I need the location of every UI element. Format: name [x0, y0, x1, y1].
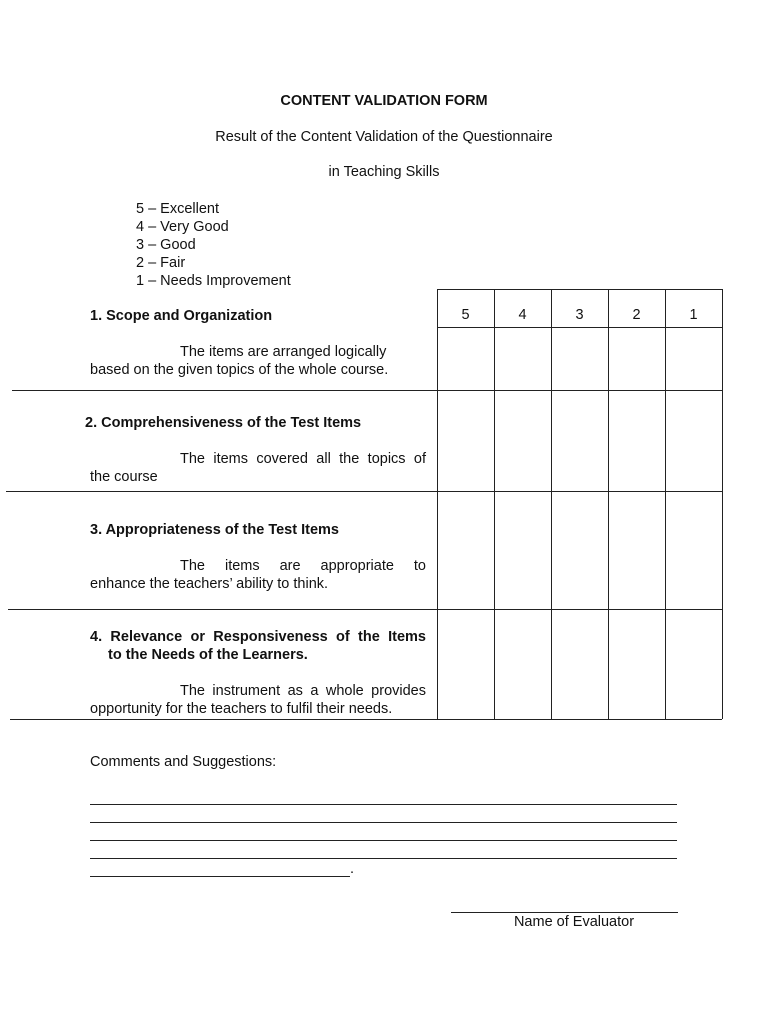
criterion-title-4-cont: to the Needs of the Learners.	[108, 647, 308, 663]
rating-cell-c1-3[interactable]	[552, 328, 608, 390]
criterion-title-3: 3. Appropriateness of the Test Items	[90, 522, 339, 538]
row-divider-4	[10, 719, 722, 720]
signature-line[interactable]	[451, 912, 678, 913]
comment-line-5[interactable]	[90, 876, 350, 877]
form-title: CONTENT VALIDATION FORM	[280, 93, 488, 109]
rating-cell-c1-2[interactable]	[609, 328, 665, 390]
rating-header-3: 3	[575, 307, 584, 323]
criterion-desc-4-rest: opportunity for the teachers to fulfil their needs.	[90, 701, 393, 717]
rating-cell-c2-4[interactable]	[495, 391, 551, 491]
criterion-desc-4	[90, 682, 426, 718]
criterion-desc-1	[90, 343, 426, 379]
scale-item-4: 4 – Very Good	[136, 219, 229, 235]
rating-cell-c1-1[interactable]	[666, 328, 722, 390]
scale-item-5: 5 – Excellent	[136, 201, 220, 217]
rating-cell-c2-3[interactable]	[552, 391, 608, 491]
rating-header-2: 2	[632, 307, 641, 323]
scale-item-1: 1 – Needs Improvement	[136, 273, 291, 289]
criterion-desc-2-rest: the course	[90, 469, 158, 485]
criterion-desc-3-line	[90, 557, 426, 575]
scale-item-2: 2 – Fair	[136, 255, 186, 271]
grid-line-top	[437, 289, 722, 290]
comment-end-mark: .	[350, 861, 355, 877]
scale-item-3: 3 – Good	[136, 237, 196, 253]
comment-line-3[interactable]	[90, 840, 677, 841]
form-subtitle: Result of the Content Validation of the Questionnaire	[215, 129, 553, 145]
rating-cell-c2-1[interactable]	[666, 391, 722, 491]
rating-cell-c3-3[interactable]	[552, 492, 608, 609]
criterion-title-4: 4. Relevance or Responsiveness of the Items	[90, 629, 426, 645]
criterion-desc-4-line	[90, 682, 426, 700]
rating-cell-c4-3[interactable]	[552, 610, 608, 719]
rating-cell-c3-1[interactable]	[666, 492, 722, 609]
rating-cell-c3-5[interactable]	[438, 492, 494, 609]
rating-header-1: 1	[689, 307, 698, 323]
criterion-desc-3-first: The items are appropriate to	[180, 558, 426, 574]
rating-cell-c4-2[interactable]	[609, 610, 665, 719]
rating-cell-c3-2[interactable]	[609, 492, 665, 609]
rating-header-5: 5	[461, 307, 470, 323]
comment-line-4[interactable]	[90, 858, 677, 859]
criterion-desc-2-line	[90, 450, 426, 468]
rating-cell-c1-4[interactable]	[495, 328, 551, 390]
signature-label: Name of Evaluator	[513, 914, 635, 930]
rating-cell-c4-5[interactable]	[438, 610, 494, 719]
criterion-desc-1-rest: based on the given topics of the whole course.	[90, 362, 389, 378]
criterion-desc-2-first: The items covered all the topics of	[180, 451, 426, 467]
criterion-desc-3	[90, 557, 426, 593]
form-subtitle-2: in Teaching Skills	[328, 164, 440, 180]
rating-cell-c1-5[interactable]	[438, 328, 494, 390]
rating-cell-c4-1[interactable]	[666, 610, 722, 719]
rating-cell-c2-2[interactable]	[609, 391, 665, 491]
comment-line-2[interactable]	[90, 822, 677, 823]
comments-label: Comments and Suggestions:	[90, 754, 277, 770]
rating-cell-c3-4[interactable]	[495, 492, 551, 609]
rating-cell-c2-5[interactable]	[438, 391, 494, 491]
criterion-title-2: 2. Comprehensiveness of the Test Items	[85, 415, 362, 431]
criterion-title-1: 1. Scope and Organization	[90, 308, 273, 324]
criterion-desc-1-first: The items are arranged logically	[180, 344, 387, 360]
criterion-desc-2	[90, 450, 426, 486]
criterion-desc-3-rest: enhance the teachers’ ability to think.	[90, 576, 329, 592]
rating-header-4: 4	[518, 307, 527, 323]
criterion-desc-4-first: The instrument as a whole provides	[180, 683, 426, 699]
comment-line-1[interactable]	[90, 804, 677, 805]
rating-cell-c4-4[interactable]	[495, 610, 551, 719]
grid-col-line	[722, 289, 723, 719]
